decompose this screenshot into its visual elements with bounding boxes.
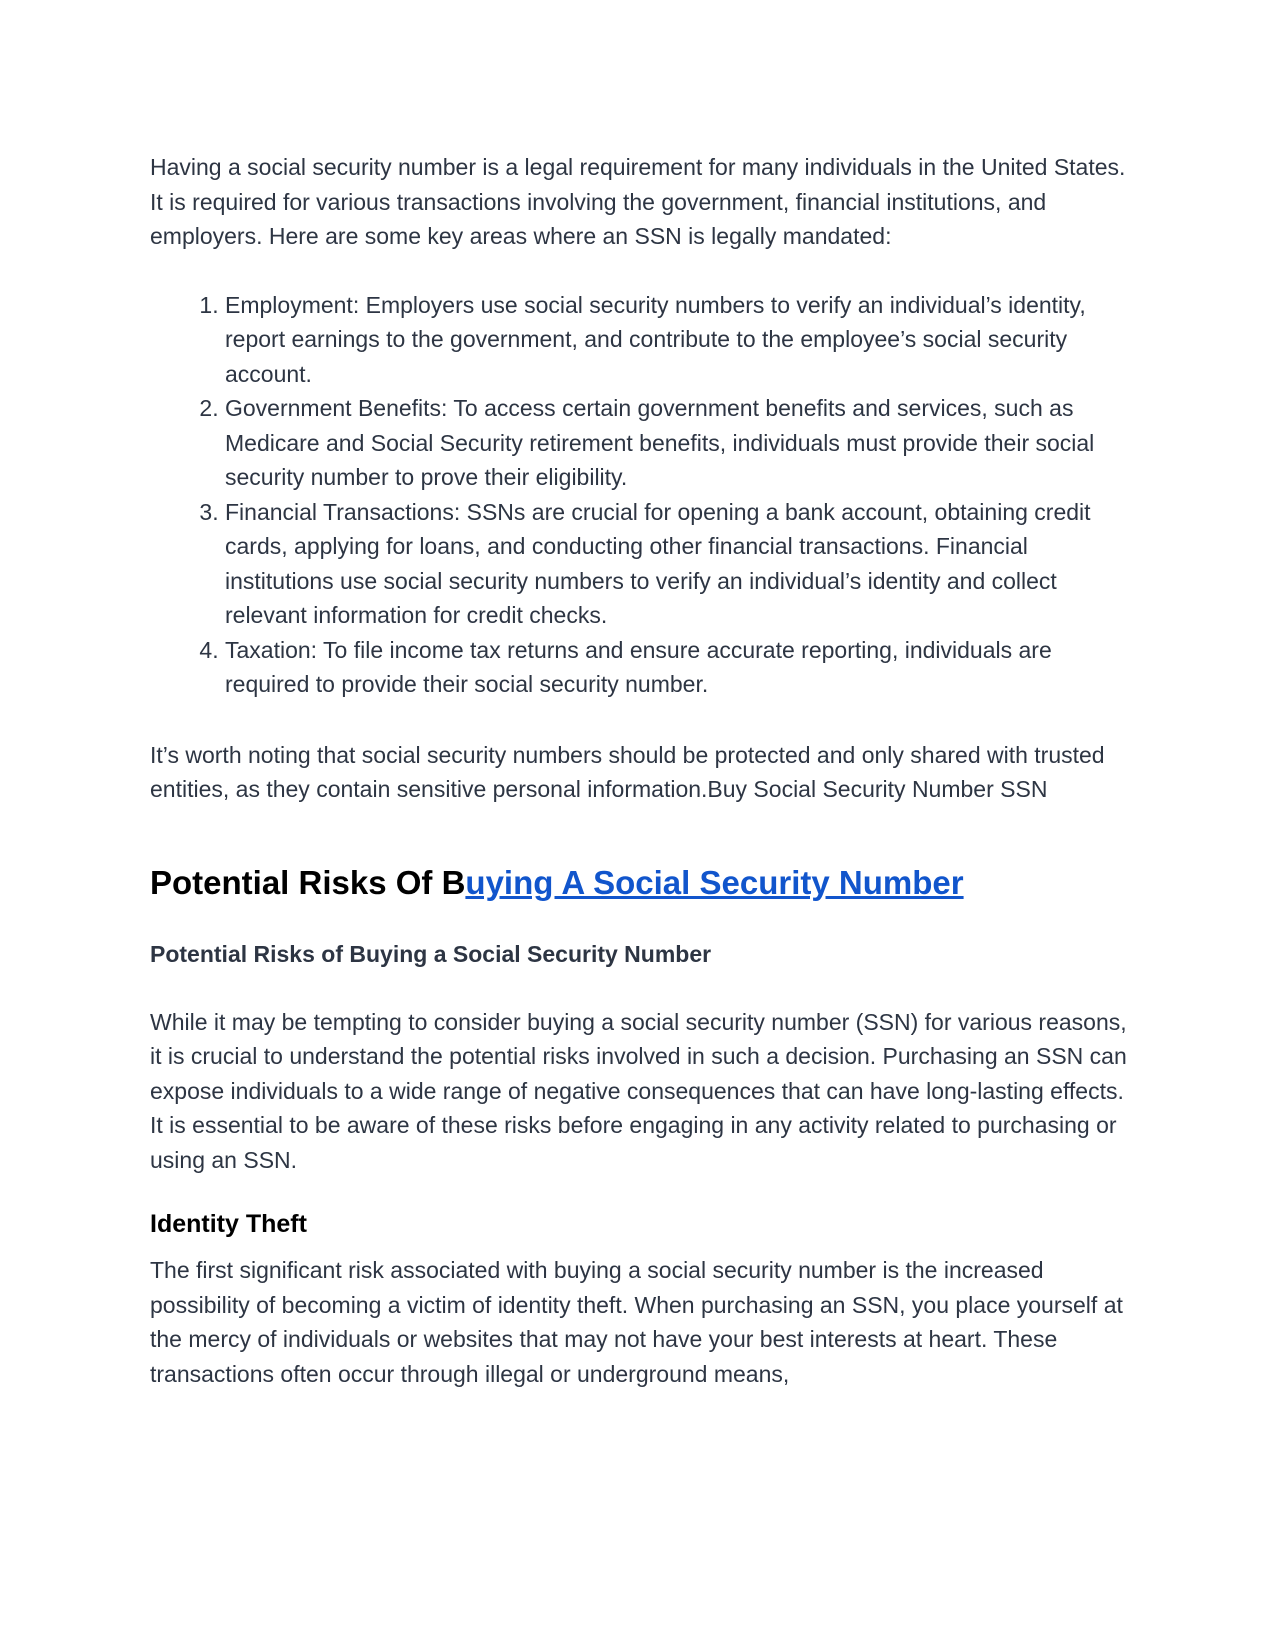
list-item: 2. Government Benefits: To access certain government benefits and services, such as Medicare and Social Security retirement benefits, individuals must provide their social security number to prove their eligibility. [225, 391, 1140, 495]
identity-theft-paragraph: The first significant risk associated with buying a social security number is the increased possibility of becoming a victim of identity theft. When purchasing an SSN, you place yourself at the mercy of individuals or websites that may not have your best interests at heart. These transactions often occur through illegal or underground means, [150, 1257, 1123, 1387]
document-page [150, 150, 1140, 1391]
list-item: 3. Financial Transactions: SSNs are crucial for opening a bank account, obtaining credit cards, applying for loans, and conducting other financial transactions. Financial institutions use social security numbers to verify an individual’s identity and collect relevant information for credit checks. [225, 495, 1140, 633]
identity-theft-heading: Identity Theft [150, 1210, 307, 1238]
section-heading [150, 861, 1140, 905]
risk-intro-paragraph: While it may be tempting to consider buying a social security number (SSN) for various reasons, it is crucial to understand the potential risks involved in such a decision. Purchasing an SSN can expose individuals to a wide range of negative consequences that can have long-lasting effects. It is essential to be aware of these risks before engaging in any activity related to purchasing or using an SSN. [150, 1008, 1127, 1173]
intro-paragraph: Having a social security number is a legal requirement for many individuals in the United States. It is required for various transactions involving the government, financial institutions, and employers. Here are some key areas where an SSN is legally mandated: [150, 154, 1126, 249]
list-item: 4. Taxation: To file income tax returns and ensure accurate reporting, individuals are required to provide their social security number. [225, 633, 1140, 702]
subheading: Potential Risks of Buying a Social Security Number [150, 940, 712, 967]
heading-link[interactable]: uying A Social Security Number [465, 863, 964, 901]
note-paragraph: It’s worth noting that social security numbers should be protected and only shared with trusted entities, as they contain sensitive personal information.Buy Social Security Number SSN [150, 741, 1105, 802]
legal-areas-list [150, 288, 1140, 702]
heading-plain-text: Potential Risks Of B [150, 863, 466, 901]
list-item: 1. Employment: Employers use social security numbers to verify an individual’s identity, report earnings to the government, and contribute to the employee’s social security account. [225, 288, 1140, 392]
